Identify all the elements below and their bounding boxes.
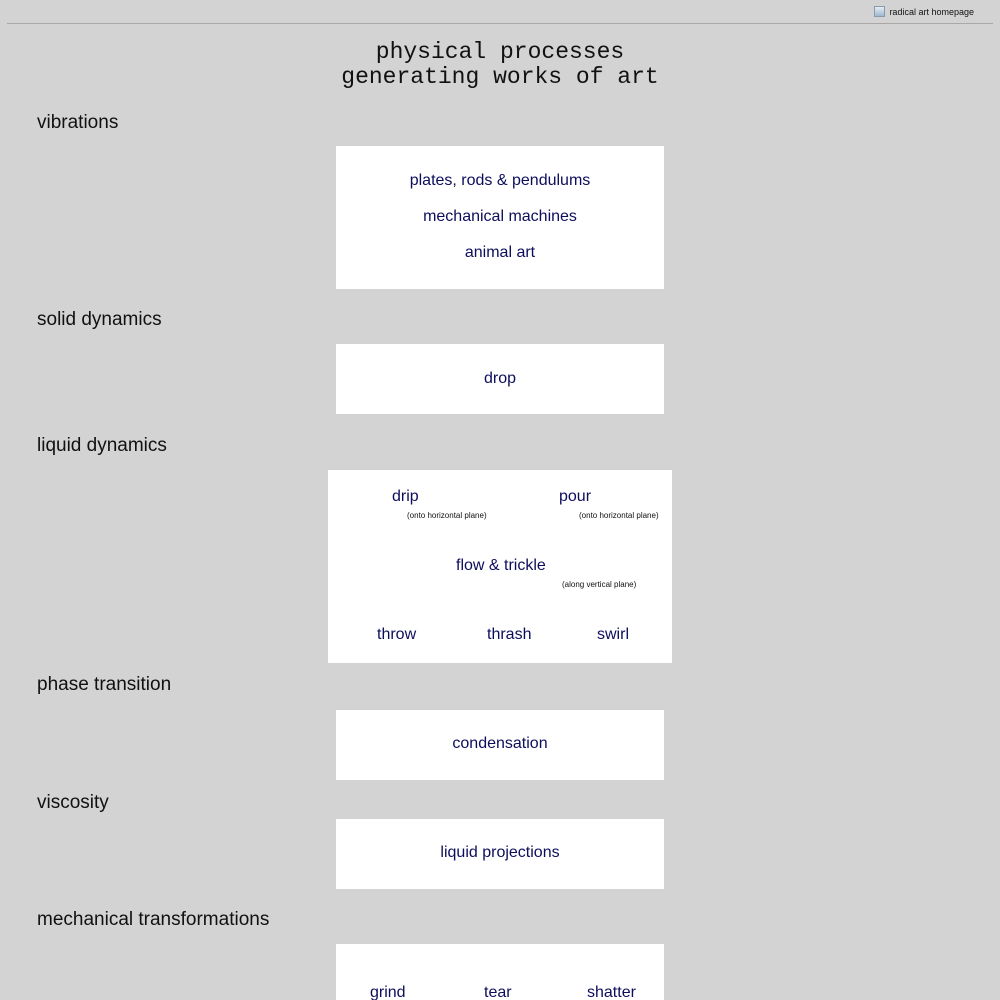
section-heading-solid-dynamics: solid dynamics: [37, 309, 162, 330]
section-heading-viscosity: viscosity: [37, 792, 109, 813]
link-flow-trickle[interactable]: flow & trickle: [456, 557, 546, 574]
link-swirl[interactable]: swirl: [597, 626, 629, 643]
page-title: [0, 40, 1000, 90]
link-throw[interactable]: throw: [377, 626, 417, 643]
image-icon: [874, 6, 885, 17]
link-condensation[interactable]: condensation: [452, 735, 548, 752]
solid-dynamics-box: [336, 344, 664, 414]
link-plates-rods-pendulums[interactable]: plates, rods & pendulums: [409, 172, 591, 189]
link-drop[interactable]: drop: [483, 370, 517, 387]
radical-art-homepage-link[interactable]: [874, 6, 974, 17]
link-pour[interactable]: pour: [559, 488, 592, 505]
phase-transition-box: [336, 710, 664, 780]
link-thrash[interactable]: thrash: [487, 626, 532, 643]
title-line-1: physical processes: [375, 39, 625, 65]
section-heading-vibrations: vibrations: [37, 112, 119, 133]
vibrations-box: [336, 146, 664, 289]
flow-note: (along vertical plane): [562, 580, 637, 589]
link-mechanical-machines[interactable]: mechanical machines: [423, 208, 577, 225]
section-heading-mechanical-transformations: mechanical transformations: [37, 909, 270, 930]
link-tear[interactable]: tear: [484, 984, 512, 1000]
title-line-2: generating works of art: [341, 64, 659, 90]
link-drip[interactable]: drip: [392, 488, 419, 505]
mechanical-transformations-box: [336, 944, 664, 1000]
link-grind[interactable]: grind: [370, 984, 406, 1000]
home-link-label: radical art homepage: [889, 6, 974, 17]
header-divider: [7, 23, 993, 24]
link-shatter[interactable]: shatter: [587, 984, 636, 1000]
drip-note: (onto horizontal plane): [407, 511, 487, 520]
viscosity-box: [336, 819, 664, 889]
pour-note: (onto horizontal plane): [579, 511, 659, 520]
link-animal-art[interactable]: animal art: [464, 244, 536, 261]
section-heading-phase-transition: phase transition: [37, 674, 172, 695]
section-heading-liquid-dynamics: liquid dynamics: [37, 435, 167, 456]
link-liquid-projections[interactable]: liquid projections: [440, 844, 560, 861]
top-bar: [0, 0, 1000, 24]
liquid-dynamics-box: [328, 470, 672, 663]
